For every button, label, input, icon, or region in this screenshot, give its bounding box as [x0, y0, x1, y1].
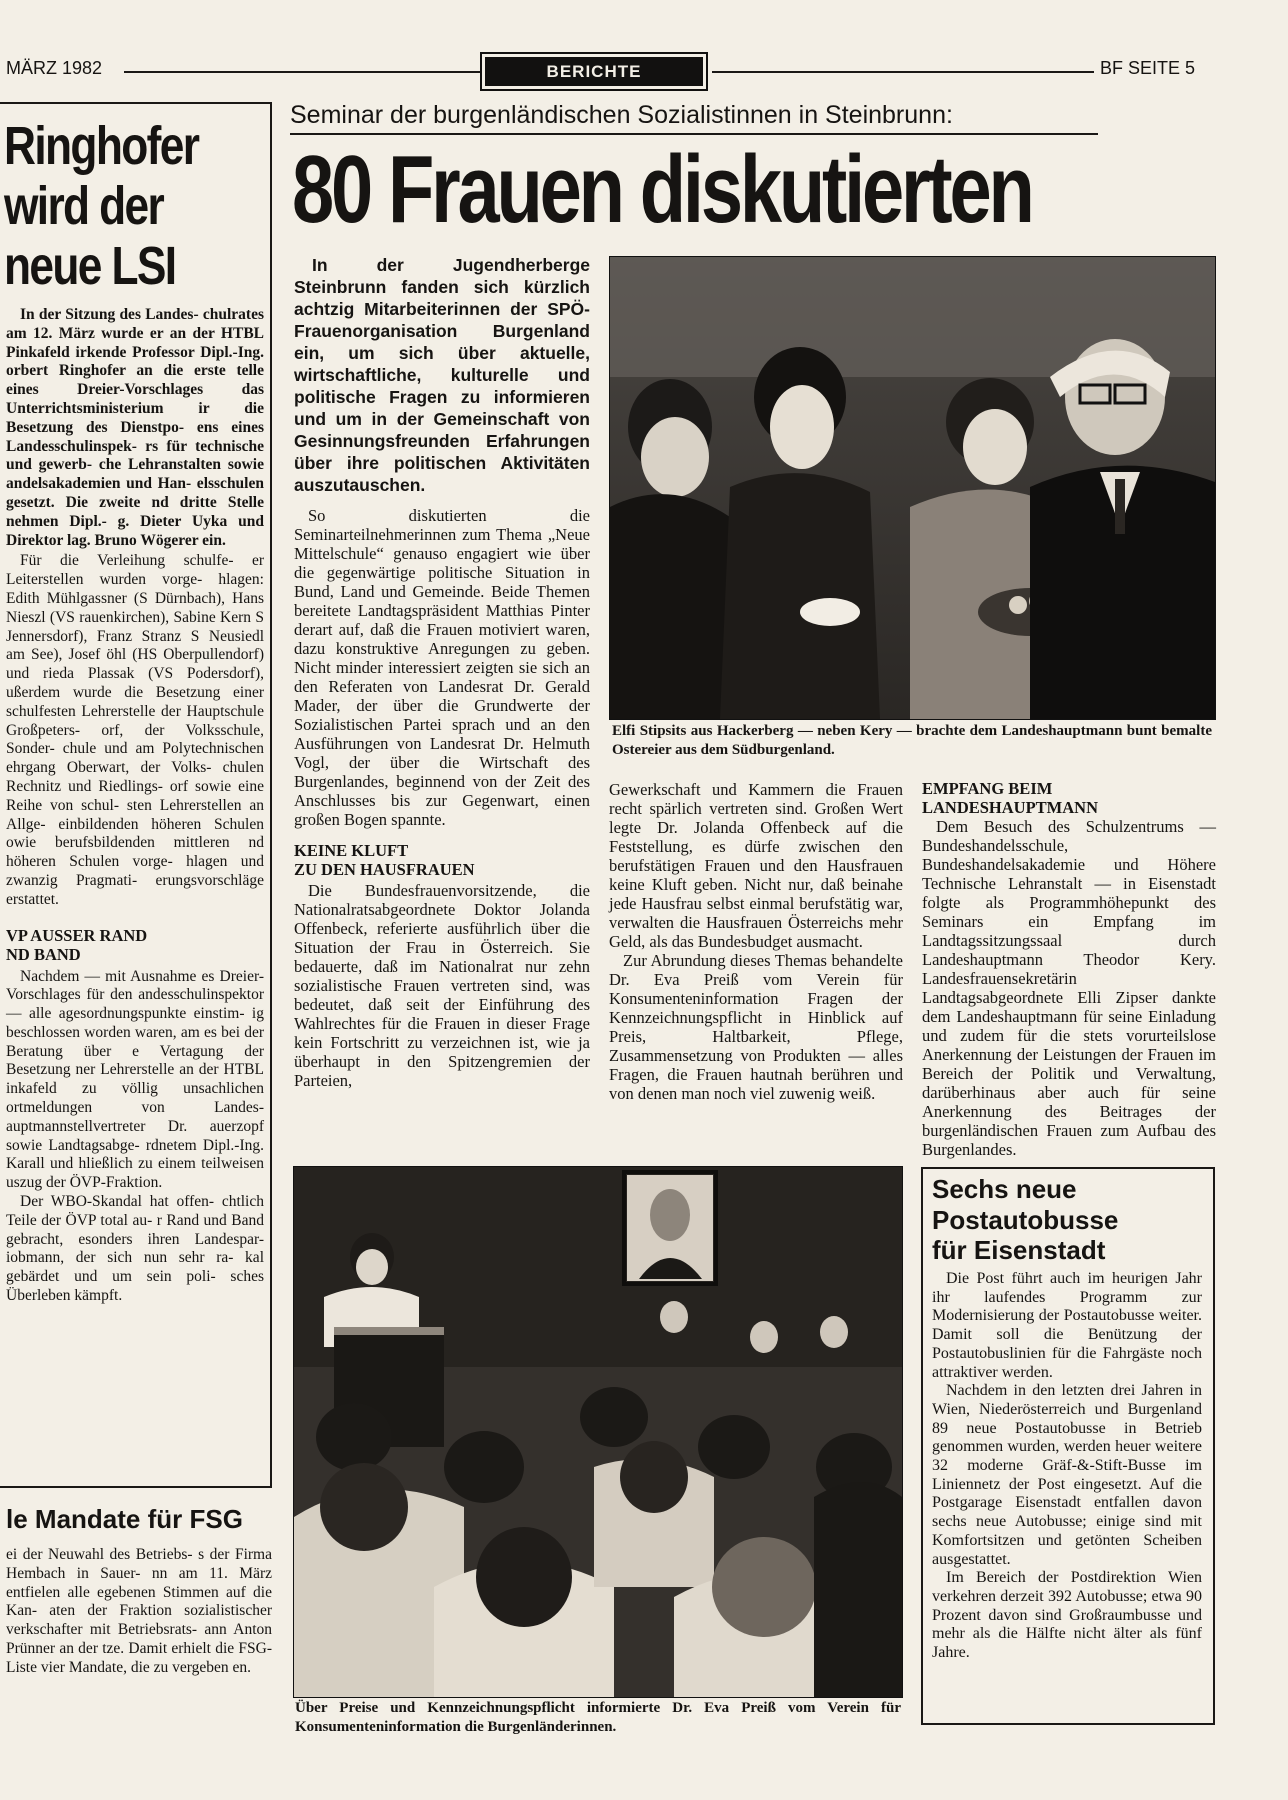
left-box-bottom: [0, 1486, 272, 1488]
photo-kery-reception-image: [610, 257, 1215, 719]
left-paragraph: Nachdem — mit Ausnahme es Dreier-Vorschlages für den andesschulinspektor — alle agesordnungspunkte einstim- ig beschlossen worden waren, am es bei der Beratung über e Vertagung der Besetzung ner Lehrerstelle an der HTBL inkafeld zu völlig unsachlichen ortmeldungen von Landes- auptmannstellvertreter Dr. auerzopf sowie Landtagsabge- rdnetem Dipl.-Ing. Karall und hließlich zu einem teilweisen uszug der ÖVP-Fraktion.: [6, 967, 264, 1192]
header-rule-right: [712, 71, 1094, 73]
main-paragraph: Gewerkschaft und Kammern die Frauen recht spärlich vertreten sind. Großen Wert legte Dr. Jolanda Offenbeck auf die Feststellung, es dürfe zwischen den berufstätigen Frauen und den Hausfrauen keine Kluft geben. Nicht nur, daß beinahe jede Hausfrau selbst einmal berufstätig war, verwalten die Hausfrauen Österreichs mehr Geld, als das Bundesbudget ausmacht.: [609, 780, 903, 951]
left-box-top: [0, 102, 272, 104]
main-subhead-line: ZU DEN HAUSFRAUEN: [294, 860, 475, 879]
left-box-right: [270, 102, 272, 1488]
bus-headline: [932, 1174, 1207, 1266]
bus-headline-line: Sechs neue: [932, 1174, 1077, 1204]
header-rule-left: [124, 71, 482, 73]
left-subhead-line: ND BAND: [6, 944, 81, 964]
bus-body: [932, 1270, 1202, 1663]
page-number: BF SEITE 5: [1100, 58, 1196, 78]
photo-kery-caption: Elfi Stipsits aus Hackerberg — neben Kery — brachte dem Landeshauptmann bunt bemalte Ostereier aus dem Südburgenland.: [612, 723, 1212, 758]
fsg-headline: le Mandate für FSG: [6, 1504, 243, 1534]
main-column-1: [294, 254, 590, 1090]
main-paragraph: Die Bundesfrauenvorsitzende, die Nationalratsabgeordnete Doktor Jolanda Offenbeck, referierte ausführlich über die Situation der Frau in Österreich. Sie bedauerte, daß im Nationalrat nur zehn sozialistische Frauen vertreten sind, was bedeutet, daß seit der Einführung des Wahlrechtes für die Frauen in dieser Frage kein Fortschritt zu verzeichnen ist, wie ja überhaupt in den Spitzengremien der Parteien,: [294, 881, 590, 1090]
left-headline: [4, 116, 219, 296]
left-paragraph: Für die Verleihung schulfe- er Leiterstellen wurden vorge- hlagen: Edith Mühlgassner (S Dürnbach), Hans Nieszl (VS rauenkirchen), Sabine Kern S Jennersdorf), Franz Stranz S Neusiedl am See), Josef öhl (HS Oberpullendorf) und rieda Plassak (VS Podersdorf), ußerdem wurde die Besetzung einer schulfesten Lehrerstelle der Hauptschule Großpeters- orf, der Volksschule, Sonder- chule und am Polytechnischen ehrgang Oberwart, der Volks- chulen Rechnitz und Riedlings- orf sowie eine Reihe von schul- sten Lehrerstellen an Allge- einbildenden höheren Schulen owie berufsbildenden mittleren nd höheren Schulen vorge- hlagen und zwanzig Pragmati- erungsvorschläge erstattet.: [6, 552, 264, 908]
bus-paragraph: Die Post führt auch im heurigen Jahr ihr laufendes Programm zur Modernisierung der Postautobusse weiter. Damit soll die Benützung der Postautobuslinien für die Fahrgäste noch attraktiver werden.: [932, 1270, 1202, 1381]
bus-headline-line: für Eisenstadt: [932, 1235, 1106, 1265]
main-paragraph: Dem Besuch des Schulzentrums — Bundeshandelsschule, Bundeshandelsakademie und Höhere Technische Lehranstalt — in Eisenstadt folgte als Programmhöhepunkt des Seminars ein Empfang im Landtagssitzungssaal durch Landeshauptmann Theodor Kery. Landesfrauensekretärin Landtagsabgeordnete Elli Zipser dankte dem Landeshauptmann für seine Einladung und zudem für die stets vorurteilslose Anerkennung der Leistungen der Frauen im Bereich der Politik und Verwaltung, darüberhinaus aber auch für seine Anerkennung des Beitrages der burgenländischen Frauen zum Aufbau des Burgenlandes.: [922, 817, 1216, 1159]
bus-paragraph: Nachdem in den letzten drei Jahren in Wien, Niederösterreich und Burgenland 89 neue Postautobusse in Betrieb genommen wurden, werden heuer weitere 32 moderne Gräf-&-Stift-Busse im Liniennetz der Post eingesetzt. Auf die Postgarage Eisenstadt entfallen davon sechs neue Autobusse; einige sind mit Komfortsitzen und getönten Scheiben ausgestattet.: [932, 1382, 1202, 1568]
main-column-2: [609, 780, 903, 1103]
left-headline-line: Ringhofer: [4, 116, 199, 176]
section-label-text: BERICHTE: [546, 62, 642, 81]
left-paragraph-bold: In der Sitzung des Landes- chulrates am 12. März wurde er an der HTBL Pinkafeld irkende Professor Dipl.-Ing. orbert Ringhofer an die erste telle eines Dreier-Vorschlages das Unterrichtsministerium ir die Besetzung des Dienstpo- ens eines Landesschulinspek- rs für technische und gewerb- che Lehranstalten sowie andelsakademien und Han- elsschulen gesetzt. Die zweite nd dritte Stelle nehmen Dipl.- g. Dieter Uyka und Direktor lag. Bruno Wögerer ein.: [6, 306, 264, 549]
bus-headline-line: Postautobusse: [932, 1204, 1119, 1235]
left-story-body: [6, 306, 264, 1306]
kicker-underline: [290, 133, 1098, 135]
bus-story-box: [921, 1167, 1215, 1725]
main-subhead-1: [294, 841, 590, 879]
main-headline: 80 Frauen diskutierten: [292, 136, 1032, 243]
fsg-body: ei der Neuwahl des Betriebs- s der Firma Hembach in Sauer- nn am 11. März entfielen alle egebenen Stimmen auf die Kan- aten der Fraktion sozialistischer verkschafter mit Betriebsrats- ann Anton Prünner an der tze. Damit erhielt die FSG-Liste vier Mandate, die zu vergeben en.: [6, 1546, 272, 1676]
photo-lecture-caption: Über Preise und Kennzeichnungspflicht informierte Dr. Eva Preiß vom Verein für Konsumenteninformation die Burgenländerinnen.: [295, 1700, 901, 1735]
main-paragraph: So diskutierten die Seminarteilnehmerinnen zum Thema „Neue Mittelschule“ genauso engagiert wie über die gegenwärtige politische Situation in Bund, Land und Gemeinde. Beide Themen bereitete Landtagspräsident Matthias Pinter derart auf, daß die Frauen motiviert waren, dazu konstruktive Anregungen zu geben. Nicht minder interessiert zeigten sie sich an den Referaten von Landesrat Dr. Gerald Mader, der über die Grundwerte der Sozialistischen Partei sprach und an den Ausführungen von Landesrat Dr. Helmuth Vogl, der über die Wirtschaft des Burgenlandes, beginnend von der Zeit des Anschlusses bis zur Gegenwart, einen großen Bogen spannte.: [294, 506, 590, 829]
main-subhead-line: LANDESHAUPTMANN: [922, 798, 1099, 817]
main-column-3: [922, 779, 1216, 1159]
main-subhead-line: KEINE KLUFT: [294, 841, 409, 860]
left-headline-line: neue LSI: [4, 236, 176, 296]
bus-paragraph: Im Bereich der Postdirektion Wien verkehren derzeit 392 Autobusse; etwa 90 Prozent davon sind Großraumbusse und mehr als die Hälfte nicht älter als fünf Jahre.: [932, 1569, 1202, 1662]
left-subhead-line: VP AUSSER RAND: [6, 925, 148, 945]
photo-lecture: [293, 1166, 903, 1698]
main-paragraph: Zur Abrundung dieses Themas behandelte Dr. Eva Preiß vom Verein für Konsumenteninformation Fragen der Kennzeichnungspflicht in Hinblick auf Preis, Haltbarkeit, Pflege, Zusammensetzung von Produkten — alles Fragen, die Frauen hautnah berühren und von denen man noch viel zuwenig weiß.: [609, 951, 903, 1103]
left-paragraph: Der WBO-Skandal hat offen- chtlich Teile der ÖVP total au- r Rand und Band gebracht, esonders ihren Landespar- iobmann, der sich nun sehr ra- kal gebärdet und um sein poli- sches Überleben kämpft.: [6, 1193, 264, 1305]
photo-lecture-image: [294, 1167, 902, 1697]
main-kicker: Seminar der burgenländischen Sozialistinnen in Steinbrunn:: [290, 101, 953, 129]
issue-date: MÄRZ 1982: [6, 58, 103, 78]
photo-kery-reception: [609, 256, 1216, 720]
left-headline-line: wird der: [4, 176, 164, 236]
main-subhead-line: EMPFANG BEIM: [922, 779, 1053, 798]
section-label: [485, 57, 703, 86]
left-subhead: [6, 926, 264, 964]
main-lead: In der Jugendherberge Steinbrunn fanden sich kürzlich achtzig Mitarbeiterinnen der SPÖ-Frauenorganisation Burgenland ein, um sich über aktuelle, wirtschaftliche, kulturelle und politische Fragen zu informieren und um in der Gemeinschaft von Gesinnungsfreunden Erfahrungen über ihre politischen Aktivitäten auszutauschen.: [294, 255, 590, 495]
main-subhead-2: [922, 779, 1216, 817]
